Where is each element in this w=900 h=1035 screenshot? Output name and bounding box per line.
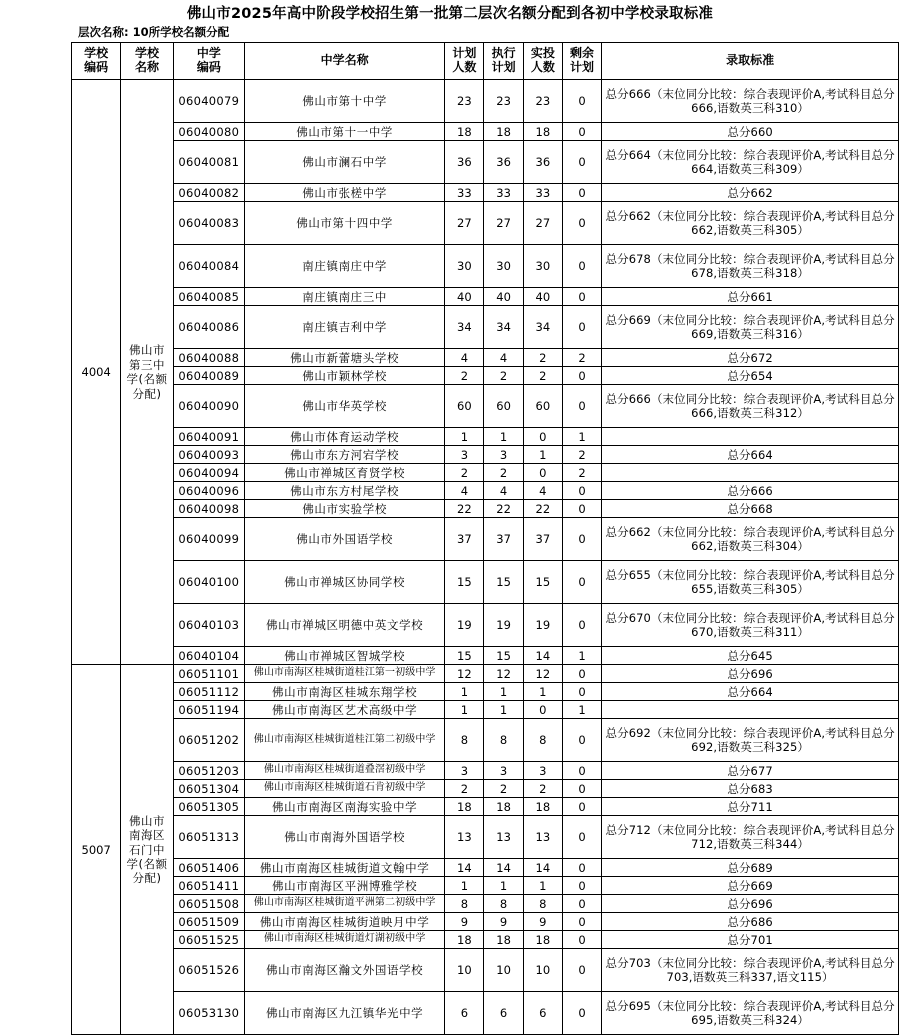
- middle-school-name-cell: 佛山市南海区桂城街道桂江第二初级中学: [245, 719, 445, 762]
- actual-count-cell: 10: [523, 949, 562, 992]
- exec-plan-cell: 18: [484, 798, 523, 816]
- plan-count-cell: 12: [445, 665, 484, 683]
- actual-count-cell: 12: [523, 665, 562, 683]
- column-header-actual-count: 实投 人数: [523, 43, 562, 80]
- column-header-criteria: 录取标准: [602, 43, 899, 80]
- exec-plan-cell: 1: [484, 428, 523, 446]
- plan-count-cell: 40: [445, 288, 484, 306]
- exec-plan-cell: 3: [484, 446, 523, 464]
- middle-school-code-cell: 06051101: [173, 665, 244, 683]
- middle-school-name-cell: 南庄镇吉利中学: [245, 306, 445, 349]
- admission-standards-table: [71, 42, 899, 1035]
- remain-plan-cell: 0: [562, 561, 601, 604]
- exec-plan-cell: 8: [484, 895, 523, 913]
- remain-plan-cell: 0: [562, 202, 601, 245]
- plan-count-cell: 4: [445, 482, 484, 500]
- table-row: [72, 719, 899, 762]
- level-subtitle: 层次名称: 10所学校名额分配: [78, 25, 230, 40]
- middle-school-code-cell: 06051406: [173, 859, 244, 877]
- column-header-school-code: 学校 编码: [72, 43, 121, 80]
- remain-plan-cell: 0: [562, 665, 601, 683]
- criteria-cell: 总分677: [602, 762, 899, 780]
- table-row: [72, 683, 899, 701]
- criteria-cell: 总分666: [602, 482, 899, 500]
- table-body: [72, 80, 899, 1035]
- exec-plan-cell: 40: [484, 288, 523, 306]
- actual-count-cell: 23: [523, 80, 562, 123]
- criteria-cell: 总分696: [602, 665, 899, 683]
- criteria-cell: 总分703（末位同分比较：综合表现评价A,考试科目总分703,语数英三科337,语文115）: [602, 949, 899, 992]
- table-header-row: [72, 43, 899, 80]
- criteria-cell: 总分662: [602, 184, 899, 202]
- middle-school-code-cell: 06040091: [173, 428, 244, 446]
- table-row: [72, 80, 899, 123]
- plan-count-cell: 1: [445, 701, 484, 719]
- remain-plan-cell: 0: [562, 877, 601, 895]
- actual-count-cell: 22: [523, 500, 562, 518]
- plan-count-cell: 3: [445, 446, 484, 464]
- middle-school-name-cell: 佛山市第十四中学: [245, 202, 445, 245]
- criteria-cell: 总分669（末位同分比较：综合表现评价A,考试科目总分669,语数英三科316）: [602, 306, 899, 349]
- exec-plan-cell: 23: [484, 80, 523, 123]
- remain-plan-cell: 1: [562, 701, 601, 719]
- remain-plan-cell: 0: [562, 762, 601, 780]
- middle-school-name-cell: 佛山市南海区桂城街道文翰中学: [245, 859, 445, 877]
- exec-plan-cell: 2: [484, 780, 523, 798]
- table-row: [72, 913, 899, 931]
- exec-plan-cell: 27: [484, 202, 523, 245]
- middle-school-code-cell: 06051194: [173, 701, 244, 719]
- criteria-cell: 总分664: [602, 683, 899, 701]
- plan-count-cell: 1: [445, 683, 484, 701]
- exec-plan-cell: 15: [484, 647, 523, 665]
- table-row: [72, 367, 899, 385]
- middle-school-name-cell: 佛山市南海区桂城街道映月中学: [245, 913, 445, 931]
- actual-count-cell: 34: [523, 306, 562, 349]
- school-code-cell: 5007: [72, 665, 121, 1035]
- remain-plan-cell: 0: [562, 913, 601, 931]
- actual-count-cell: 14: [523, 859, 562, 877]
- middle-school-code-cell: 06040083: [173, 202, 244, 245]
- actual-count-cell: 13: [523, 816, 562, 859]
- remain-plan-cell: 0: [562, 245, 601, 288]
- criteria-cell: 总分689: [602, 859, 899, 877]
- middle-school-name-cell: 佛山市南海区桂城街道桂江第一初级中学: [245, 665, 445, 683]
- exec-plan-cell: 33: [484, 184, 523, 202]
- remain-plan-cell: 2: [562, 446, 601, 464]
- remain-plan-cell: 0: [562, 859, 601, 877]
- criteria-cell: 总分662（末位同分比较：综合表现评价A,考试科目总分662,语数英三科304）: [602, 518, 899, 561]
- exec-plan-cell: 60: [484, 385, 523, 428]
- table-row: [72, 701, 899, 719]
- table-row: [72, 428, 899, 446]
- school-code-cell: 4004: [72, 80, 121, 665]
- plan-count-cell: 2: [445, 780, 484, 798]
- middle-school-name-cell: 佛山市新蕾塘头学校: [245, 349, 445, 367]
- middle-school-name-cell: 佛山市南海区桂城街道灯湖初级中学: [245, 931, 445, 949]
- remain-plan-cell: 0: [562, 306, 601, 349]
- table-row: [72, 665, 899, 683]
- table-row: [72, 561, 899, 604]
- actual-count-cell: 37: [523, 518, 562, 561]
- remain-plan-cell: 2: [562, 349, 601, 367]
- criteria-cell: 总分683: [602, 780, 899, 798]
- criteria-cell: 总分664（末位同分比较：综合表现评价A,考试科目总分664,语数英三科309）: [602, 141, 899, 184]
- table-row: [72, 931, 899, 949]
- criteria-cell: 总分670（末位同分比较：综合表现评价A,考试科目总分670,语数英三科311）: [602, 604, 899, 647]
- actual-count-cell: 2: [523, 780, 562, 798]
- plan-count-cell: 36: [445, 141, 484, 184]
- table-header: [72, 43, 899, 80]
- table-row: [72, 518, 899, 561]
- middle-school-name-cell: 佛山市张槎中学: [245, 184, 445, 202]
- middle-school-code-cell: 06051305: [173, 798, 244, 816]
- exec-plan-cell: 10: [484, 949, 523, 992]
- table-row: [72, 288, 899, 306]
- criteria-cell: 总分661: [602, 288, 899, 306]
- middle-school-name-cell: 南庄镇南庄三中: [245, 288, 445, 306]
- remain-plan-cell: 0: [562, 931, 601, 949]
- column-header-school-name: 学校 名称: [121, 43, 173, 80]
- middle-school-code-cell: 06040080: [173, 123, 244, 141]
- actual-count-cell: 6: [523, 992, 562, 1035]
- exec-plan-cell: 6: [484, 992, 523, 1035]
- table-row: [72, 762, 899, 780]
- exec-plan-cell: 30: [484, 245, 523, 288]
- exec-plan-cell: 8: [484, 719, 523, 762]
- exec-plan-cell: 37: [484, 518, 523, 561]
- plan-count-cell: 13: [445, 816, 484, 859]
- table-row: [72, 141, 899, 184]
- actual-count-cell: 18: [523, 798, 562, 816]
- middle-school-name-cell: 佛山市南海区桂城街道平洲第二初级中学: [245, 895, 445, 913]
- middle-school-code-cell: 06040093: [173, 446, 244, 464]
- plan-count-cell: 10: [445, 949, 484, 992]
- actual-count-cell: 8: [523, 719, 562, 762]
- plan-count-cell: 34: [445, 306, 484, 349]
- plan-count-cell: 15: [445, 561, 484, 604]
- criteria-cell: [602, 701, 899, 719]
- table-row: [72, 464, 899, 482]
- remain-plan-cell: 0: [562, 367, 601, 385]
- plan-count-cell: 8: [445, 719, 484, 762]
- school-name-cell: 佛山市南海区石门中学(名额分配): [121, 665, 173, 1035]
- middle-school-name-cell: 佛山市第十一中学: [245, 123, 445, 141]
- middle-school-code-cell: 06051508: [173, 895, 244, 913]
- middle-school-name-cell: 佛山市南海区桂城街道叠滘初级中学: [245, 762, 445, 780]
- remain-plan-cell: 0: [562, 780, 601, 798]
- middle-school-code-cell: 06040079: [173, 80, 244, 123]
- middle-school-name-cell: 佛山市南海外国语学校: [245, 816, 445, 859]
- remain-plan-cell: 0: [562, 518, 601, 561]
- middle-school-code-cell: 06040086: [173, 306, 244, 349]
- middle-school-name-cell: 佛山市南海区九江镇华光中学: [245, 992, 445, 1035]
- table-row: [72, 816, 899, 859]
- criteria-cell: 总分695（末位同分比较：综合表现评价A,考试科目总分695,语数英三科324）: [602, 992, 899, 1035]
- criteria-cell: [602, 464, 899, 482]
- table-row: [72, 446, 899, 464]
- actual-count-cell: 30: [523, 245, 562, 288]
- criteria-cell: 总分645: [602, 647, 899, 665]
- remain-plan-cell: 2: [562, 464, 601, 482]
- criteria-cell: 总分686: [602, 913, 899, 931]
- middle-school-code-cell: 06040103: [173, 604, 244, 647]
- column-header-plan-count: 计划 人数: [445, 43, 484, 80]
- exec-plan-cell: 4: [484, 349, 523, 367]
- middle-school-name-cell: 佛山市体育运动学校: [245, 428, 445, 446]
- remain-plan-cell: 0: [562, 184, 601, 202]
- criteria-cell: 总分654: [602, 367, 899, 385]
- criteria-cell: 总分696: [602, 895, 899, 913]
- middle-school-name-cell: 佛山市实验学校: [245, 500, 445, 518]
- exec-plan-cell: 14: [484, 859, 523, 877]
- middle-school-code-cell: 06051304: [173, 780, 244, 798]
- plan-count-cell: 22: [445, 500, 484, 518]
- middle-school-name-cell: 佛山市东方村尾学校: [245, 482, 445, 500]
- table-row: [72, 647, 899, 665]
- criteria-cell: 总分664: [602, 446, 899, 464]
- remain-plan-cell: 0: [562, 949, 601, 992]
- middle-school-name-cell: 佛山市外国语学校: [245, 518, 445, 561]
- middle-school-name-cell: 佛山市南海区桂城街道石肯初级中学: [245, 780, 445, 798]
- middle-school-code-cell: 06040089: [173, 367, 244, 385]
- remain-plan-cell: 0: [562, 683, 601, 701]
- actual-count-cell: 1: [523, 446, 562, 464]
- middle-school-code-cell: 06040090: [173, 385, 244, 428]
- table-row: [72, 500, 899, 518]
- table-row: [72, 798, 899, 816]
- plan-count-cell: 2: [445, 367, 484, 385]
- criteria-cell: 总分660: [602, 123, 899, 141]
- actual-count-cell: 27: [523, 202, 562, 245]
- plan-count-cell: 30: [445, 245, 484, 288]
- exec-plan-cell: 19: [484, 604, 523, 647]
- actual-count-cell: 18: [523, 123, 562, 141]
- exec-plan-cell: 36: [484, 141, 523, 184]
- school-name-cell: 佛山市第三中学(名额分配): [121, 80, 173, 665]
- middle-school-name-cell: 佛山市禅城区育贤学校: [245, 464, 445, 482]
- exec-plan-cell: 2: [484, 464, 523, 482]
- exec-plan-cell: 15: [484, 561, 523, 604]
- plan-count-cell: 6: [445, 992, 484, 1035]
- plan-count-cell: 1: [445, 428, 484, 446]
- plan-count-cell: 33: [445, 184, 484, 202]
- remain-plan-cell: 1: [562, 647, 601, 665]
- middle-school-code-cell: 06051112: [173, 683, 244, 701]
- actual-count-cell: 8: [523, 895, 562, 913]
- actual-count-cell: 9: [523, 913, 562, 931]
- column-header-middle-name: 中学名称: [245, 43, 445, 80]
- plan-count-cell: 8: [445, 895, 484, 913]
- remain-plan-cell: 0: [562, 80, 601, 123]
- criteria-cell: 总分711: [602, 798, 899, 816]
- criteria-cell: 总分712（末位同分比较：综合表现评价A,考试科目总分712,语数英三科344）: [602, 816, 899, 859]
- plan-count-cell: 18: [445, 798, 484, 816]
- remain-plan-cell: 0: [562, 604, 601, 647]
- criteria-cell: 总分701: [602, 931, 899, 949]
- middle-school-code-cell: 06040098: [173, 500, 244, 518]
- criteria-cell: 总分678（末位同分比较：综合表现评价A,考试科目总分678,语数英三科318）: [602, 245, 899, 288]
- table-row: [72, 202, 899, 245]
- exec-plan-cell: 2: [484, 367, 523, 385]
- middle-school-code-cell: 06051203: [173, 762, 244, 780]
- middle-school-code-cell: 06040096: [173, 482, 244, 500]
- middle-school-code-cell: 06040104: [173, 647, 244, 665]
- exec-plan-cell: 4: [484, 482, 523, 500]
- plan-count-cell: 14: [445, 859, 484, 877]
- middle-school-code-cell: 06051526: [173, 949, 244, 992]
- exec-plan-cell: 3: [484, 762, 523, 780]
- middle-school-code-cell: 06040081: [173, 141, 244, 184]
- remain-plan-cell: 0: [562, 992, 601, 1035]
- middle-school-code-cell: 06051525: [173, 931, 244, 949]
- table-row: [72, 949, 899, 992]
- actual-count-cell: 19: [523, 604, 562, 647]
- exec-plan-cell: 1: [484, 877, 523, 895]
- plan-count-cell: 1: [445, 877, 484, 895]
- actual-count-cell: 40: [523, 288, 562, 306]
- middle-school-code-cell: 06053130: [173, 992, 244, 1035]
- table-row: [72, 895, 899, 913]
- table-row: [72, 184, 899, 202]
- exec-plan-cell: 18: [484, 123, 523, 141]
- plan-count-cell: 37: [445, 518, 484, 561]
- criteria-cell: 总分655（末位同分比较：综合表现评价A,考试科目总分655,语数英三科305）: [602, 561, 899, 604]
- actual-count-cell: 1: [523, 683, 562, 701]
- plan-count-cell: 15: [445, 647, 484, 665]
- remain-plan-cell: 0: [562, 482, 601, 500]
- middle-school-code-cell: 06040085: [173, 288, 244, 306]
- exec-plan-cell: 22: [484, 500, 523, 518]
- middle-school-name-cell: 佛山市南海区艺术高级中学: [245, 701, 445, 719]
- actual-count-cell: 0: [523, 701, 562, 719]
- table-row: [72, 859, 899, 877]
- remain-plan-cell: 0: [562, 500, 601, 518]
- criteria-cell: [602, 428, 899, 446]
- criteria-cell: 总分669: [602, 877, 899, 895]
- remain-plan-cell: 0: [562, 895, 601, 913]
- exec-plan-cell: 34: [484, 306, 523, 349]
- table-row: [72, 780, 899, 798]
- middle-school-code-cell: 06040084: [173, 245, 244, 288]
- actual-count-cell: 1: [523, 877, 562, 895]
- remain-plan-cell: 1: [562, 428, 601, 446]
- plan-count-cell: 27: [445, 202, 484, 245]
- middle-school-name-cell: 佛山市第十中学: [245, 80, 445, 123]
- table-row: [72, 992, 899, 1035]
- middle-school-name-cell: 佛山市华英学校: [245, 385, 445, 428]
- actual-count-cell: 2: [523, 349, 562, 367]
- plan-count-cell: 3: [445, 762, 484, 780]
- plan-count-cell: 60: [445, 385, 484, 428]
- column-header-middle-code: 中学 编码: [173, 43, 244, 80]
- table-row: [72, 385, 899, 428]
- exec-plan-cell: 18: [484, 931, 523, 949]
- exec-plan-cell: 9: [484, 913, 523, 931]
- middle-school-name-cell: 佛山市颖林学校: [245, 367, 445, 385]
- middle-school-name-cell: 佛山市南海区瀚文外国语学校: [245, 949, 445, 992]
- actual-count-cell: 3: [523, 762, 562, 780]
- criteria-cell: 总分662（末位同分比较：综合表现评价A,考试科目总分662,语数英三科305）: [602, 202, 899, 245]
- middle-school-code-cell: 06040094: [173, 464, 244, 482]
- middle-school-code-cell: 06051202: [173, 719, 244, 762]
- table-row: [72, 877, 899, 895]
- actual-count-cell: 36: [523, 141, 562, 184]
- actual-count-cell: 60: [523, 385, 562, 428]
- plan-count-cell: 9: [445, 913, 484, 931]
- actual-count-cell: 15: [523, 561, 562, 604]
- plan-count-cell: 2: [445, 464, 484, 482]
- column-header-exec-plan: 执行 计划: [484, 43, 523, 80]
- plan-count-cell: 18: [445, 123, 484, 141]
- remain-plan-cell: 0: [562, 719, 601, 762]
- middle-school-name-cell: 佛山市禅城区智城学校: [245, 647, 445, 665]
- remain-plan-cell: 0: [562, 288, 601, 306]
- middle-school-code-cell: 06051411: [173, 877, 244, 895]
- remain-plan-cell: 0: [562, 385, 601, 428]
- middle-school-name-cell: 南庄镇南庄中学: [245, 245, 445, 288]
- criteria-cell: 总分666（末位同分比较：综合表现评价A,考试科目总分666,语数英三科312）: [602, 385, 899, 428]
- middle-school-name-cell: 佛山市东方河宕学校: [245, 446, 445, 464]
- exec-plan-cell: 13: [484, 816, 523, 859]
- middle-school-code-cell: 06040100: [173, 561, 244, 604]
- middle-school-name-cell: 佛山市南海区南海实验中学: [245, 798, 445, 816]
- table-row: [72, 349, 899, 367]
- actual-count-cell: 18: [523, 931, 562, 949]
- middle-school-name-cell: 佛山市澜石中学: [245, 141, 445, 184]
- exec-plan-cell: 12: [484, 665, 523, 683]
- plan-count-cell: 19: [445, 604, 484, 647]
- plan-count-cell: 23: [445, 80, 484, 123]
- table-row: [72, 123, 899, 141]
- table-row: [72, 306, 899, 349]
- table-row: [72, 245, 899, 288]
- remain-plan-cell: 0: [562, 816, 601, 859]
- middle-school-name-cell: 佛山市禅城区明德中英文学校: [245, 604, 445, 647]
- exec-plan-cell: 1: [484, 701, 523, 719]
- remain-plan-cell: 0: [562, 798, 601, 816]
- actual-count-cell: 4: [523, 482, 562, 500]
- remain-plan-cell: 0: [562, 141, 601, 184]
- plan-count-cell: 4: [445, 349, 484, 367]
- page-title: 佛山市2025年高中阶段学校招生第一批第二层次名额分配到各初中学校录取标准: [186, 6, 714, 22]
- table-row: [72, 482, 899, 500]
- actual-count-cell: 33: [523, 184, 562, 202]
- actual-count-cell: 0: [523, 428, 562, 446]
- middle-school-code-cell: 06040082: [173, 184, 244, 202]
- criteria-cell: 总分672: [602, 349, 899, 367]
- actual-count-cell: 0: [523, 464, 562, 482]
- middle-school-code-cell: 06040099: [173, 518, 244, 561]
- criteria-cell: 总分666（末位同分比较：综合表现评价A,考试科目总分666,语数英三科310）: [602, 80, 899, 123]
- table-row: [72, 604, 899, 647]
- middle-school-name-cell: 佛山市南海区桂城东翔学校: [245, 683, 445, 701]
- remain-plan-cell: 0: [562, 123, 601, 141]
- middle-school-name-cell: 佛山市禅城区协同学校: [245, 561, 445, 604]
- middle-school-code-cell: 06051313: [173, 816, 244, 859]
- exec-plan-cell: 1: [484, 683, 523, 701]
- middle-school-code-cell: 06040088: [173, 349, 244, 367]
- column-header-remain-plan: 剩余 计划: [562, 43, 601, 80]
- plan-count-cell: 18: [445, 931, 484, 949]
- middle-school-name-cell: 佛山市南海区平洲博雅学校: [245, 877, 445, 895]
- criteria-cell: 总分692（末位同分比较：综合表现评价A,考试科目总分692,语数英三科325）: [602, 719, 899, 762]
- actual-count-cell: 14: [523, 647, 562, 665]
- actual-count-cell: 2: [523, 367, 562, 385]
- criteria-cell: 总分668: [602, 500, 899, 518]
- middle-school-code-cell: 06051509: [173, 913, 244, 931]
